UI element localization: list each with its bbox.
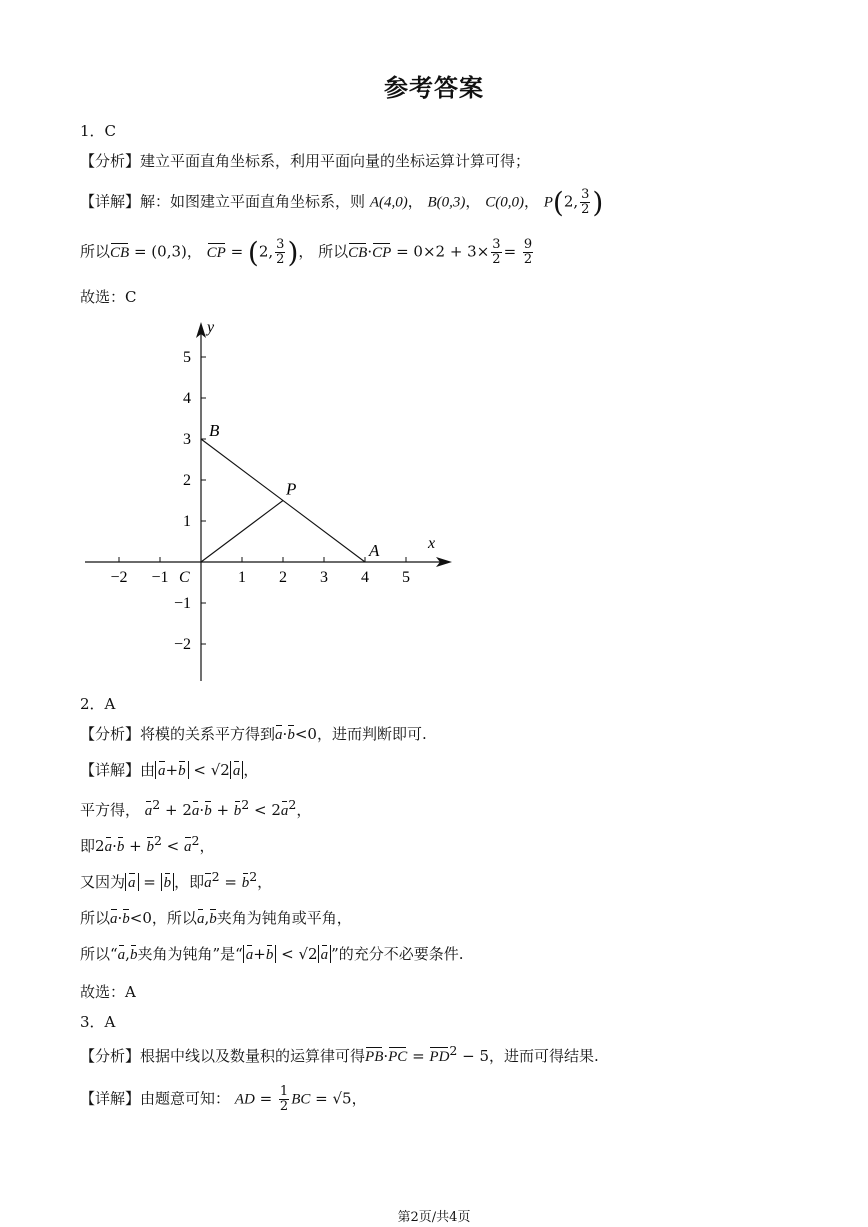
analysis-text: 建立平面直角坐标系，利用平面向量的坐标运算计算可得； [140, 152, 531, 170]
x-tick-label: 1 [238, 569, 246, 586]
x-tick-label: −2 [110, 569, 128, 586]
page-footer: 第2页/共4页 [397, 1210, 471, 1225]
segment-CP [201, 501, 283, 563]
point-A: A(4,0) [369, 194, 408, 211]
point-C: C(0,0) [485, 194, 524, 211]
coordinate-graph [80, 316, 460, 688]
y-tick-label: 4 [183, 390, 191, 407]
point-P-label: P [286, 479, 297, 499]
q2-suoyi2: 所以“a,b夹角为钝角”是“ a+b < √2 a ”的充分不必要条件. [80, 945, 464, 963]
q1-detail: 【详解】解：如图建立平面直角坐标系，则 A(4,0)， B(0,3)， C(0,0)， P(2, $\frac{3}{2}$ ) [80, 186, 604, 219]
y-tick-label: −1 [173, 595, 191, 612]
q3-analysis: 【分析】根据中线以及数量积的运算律可得$PB\cdot PC = PD^2 - 5$，进而可得结果. [80, 1043, 599, 1065]
q1-vector-line: 所以CB = (0,3)， CP = (2, $\frac{3}{2}$ )， 所以CB·CP = 0×2 + 3× $\frac{3}{2}$ = $\frac{9}{2}$ [80, 236, 533, 269]
q2-number: 2．A [80, 695, 116, 713]
analysis-tag: 【分析】 [80, 152, 141, 170]
x-tick-label: 5 [402, 569, 410, 586]
q2-ji: 即$2a\cdot b + b^2 < a^2$， [80, 833, 215, 855]
page-title: 参考答案 [384, 74, 484, 102]
q1-analysis [80, 150, 530, 171]
x-tick-label: 3 [320, 569, 328, 586]
y-tick-label: 2 [183, 472, 191, 489]
x-axis-label: x [428, 535, 436, 552]
q2-choice: 故选：A [80, 983, 136, 1001]
y-tick-label: 5 [183, 349, 191, 366]
q3-number: 3．A [80, 1013, 116, 1031]
q2-square: 平方得， $a^2 + 2a\cdot b + b^2 < 2a^2$， [80, 797, 312, 819]
q3-detail: 【详解】由题意可知： AD = $\frac{1}{2}$ BC = √5， [80, 1084, 367, 1114]
q2-youyin: 又因为 a = b ，即$a^2 = b^2$， [80, 869, 273, 891]
q2-analysis: 【分析】将模的关系平方得到a·b<0，进而判断即可. [80, 725, 427, 743]
origin-label: C [179, 569, 190, 586]
point-P: P [543, 194, 553, 211]
y-axis-label: y [207, 319, 215, 336]
detail-tag: 【详解】 [80, 192, 141, 211]
q2-detail: 【详解】由 a+b < √2 a ， [80, 761, 259, 779]
y-tick-label: −2 [173, 636, 191, 653]
point-B: B(0,3) [427, 194, 466, 211]
q1-choice: 故选：C [80, 288, 137, 306]
x-tick-label: 2 [279, 569, 287, 586]
x-tick-label: 4 [361, 569, 369, 586]
x-tick-label: −1 [151, 569, 169, 586]
point-B-label: B [209, 421, 220, 440]
y-tick-label: 3 [183, 431, 191, 448]
q2-suoyi1: 所以a·b<0，所以a,b夹角为钝角或平角， [80, 909, 352, 927]
detail-intro: 解：如图建立平面直角坐标系，则 [140, 192, 366, 211]
y-tick-label: 1 [183, 513, 191, 530]
q1-number: 1．C [80, 122, 117, 140]
point-A-label: A [369, 541, 380, 560]
